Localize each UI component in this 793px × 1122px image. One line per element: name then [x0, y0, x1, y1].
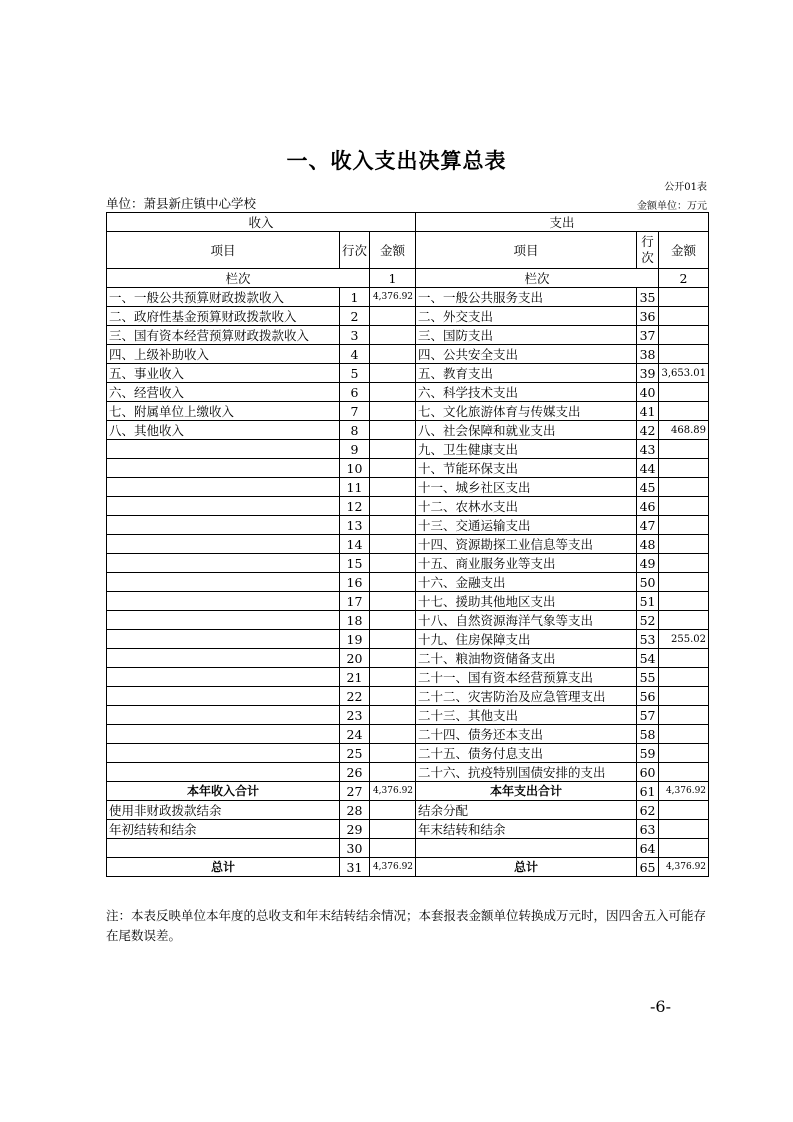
- expense-item-cell: 二十五、债务付息支出: [416, 744, 637, 763]
- expense-rowno-cell: 46: [637, 497, 659, 516]
- income-amount-cell: [370, 478, 416, 497]
- expense-item-cell: 二十二、灾害防治及应急管理支出: [416, 687, 637, 706]
- expense-item-cell: 九、卫生健康支出: [416, 440, 637, 459]
- expense-amount-cell: [659, 402, 709, 421]
- income-amount-cell: [370, 763, 416, 782]
- expense-rowno-cell: 64: [637, 839, 659, 858]
- income-item-cell: [107, 516, 340, 535]
- expense-amount-cell: [659, 744, 709, 763]
- expense-amount-cell: 4,376.92: [659, 858, 709, 877]
- income-rowno-cell: 5: [340, 364, 370, 383]
- income-item-cell: [107, 478, 340, 497]
- expense-rowno-cell: 61: [637, 782, 659, 801]
- income-amount-cell: [370, 630, 416, 649]
- table-row: [107, 820, 709, 839]
- expense-amount-cell: [659, 592, 709, 611]
- table-row: [107, 763, 709, 782]
- expense-item-cell: 四、公共安全支出: [416, 345, 637, 364]
- income-rowno-cell: 27: [340, 782, 370, 801]
- expense-item-cell: 三、国防支出: [416, 326, 637, 345]
- income-amount-cell: [370, 839, 416, 858]
- expense-rowno-cell: 51: [637, 592, 659, 611]
- income-amount-cell: [370, 440, 416, 459]
- expense-item-cell: 二十四、债务还本支出: [416, 725, 637, 744]
- expense-amount-cell: [659, 725, 709, 744]
- expense-amount-cell: [659, 459, 709, 478]
- income-item-cell: 五、事业收入: [107, 364, 340, 383]
- income-item-cell: 六、经营收入: [107, 383, 340, 402]
- income-amount-cell: [370, 497, 416, 516]
- expense-amount-header: 金额: [659, 232, 709, 269]
- income-rowno-cell: 13: [340, 516, 370, 535]
- income-rowno-cell: 7: [340, 402, 370, 421]
- income-rowno-cell: 26: [340, 763, 370, 782]
- expense-item-cell: 年末结转和结余: [416, 820, 637, 839]
- income-rowno-cell: 29: [340, 820, 370, 839]
- table-row: [107, 725, 709, 744]
- table-row: [107, 326, 709, 345]
- income-rowno-cell: 18: [340, 611, 370, 630]
- income-item-cell: [107, 573, 340, 592]
- income-item-cell: [107, 630, 340, 649]
- expense-item-cell: 二十、粮油物资储备支出: [416, 649, 637, 668]
- expense-item-cell: 十、节能环保支出: [416, 459, 637, 478]
- expense-item-cell: 十五、商业服务业等支出: [416, 554, 637, 573]
- income-item-cell: [107, 592, 340, 611]
- income-amount-cell: [370, 706, 416, 725]
- expense-amount-cell: 468.89: [659, 421, 709, 440]
- expense-rowno-cell: 43: [637, 440, 659, 459]
- income-amount-cell: [370, 364, 416, 383]
- income-rowno-cell: 8: [340, 421, 370, 440]
- expense-rowno-cell: 50: [637, 573, 659, 592]
- expense-amount-cell: [659, 345, 709, 364]
- table-row: [107, 440, 709, 459]
- income-rowno-cell: 24: [340, 725, 370, 744]
- table-row: [107, 383, 709, 402]
- expense-rowno-cell: 57: [637, 706, 659, 725]
- table-row: [107, 402, 709, 421]
- expense-item-cell: 一、一般公共服务支出: [416, 288, 637, 307]
- expense-rowno-cell: 47: [637, 516, 659, 535]
- income-rowno-cell: 6: [340, 383, 370, 402]
- expense-item-cell: 二十一、国有资本经营预算支出: [416, 668, 637, 687]
- income-item-cell: 二、政府性基金预算财政拨款收入: [107, 307, 340, 326]
- income-amount-cell: [370, 326, 416, 345]
- expense-item-cell: 六、科学技术支出: [416, 383, 637, 402]
- expense-item-cell: 十七、援助其他地区支出: [416, 592, 637, 611]
- expense-item-cell: 五、教育支出: [416, 364, 637, 383]
- expense-rowno-cell: 39: [637, 364, 659, 383]
- expense-column-number: 2: [659, 269, 709, 288]
- table-row: [107, 421, 709, 440]
- income-amount-cell: [370, 668, 416, 687]
- income-amount-cell: [370, 421, 416, 440]
- income-amount-cell: [370, 345, 416, 364]
- expense-item-cell: 七、文化旅游体育与传媒支出: [416, 402, 637, 421]
- income-rowno-cell: 20: [340, 649, 370, 668]
- income-item-cell: 使用非财政拨款结余: [107, 801, 340, 820]
- income-amount-cell: [370, 820, 416, 839]
- income-item-cell: 总计: [107, 858, 340, 877]
- expense-item-cell: 结余分配: [416, 801, 637, 820]
- income-rowno-cell: 28: [340, 801, 370, 820]
- income-rowno-cell: 25: [340, 744, 370, 763]
- income-amount-cell: [370, 744, 416, 763]
- income-amount-cell: [370, 535, 416, 554]
- expense-amount-cell: [659, 573, 709, 592]
- expense-item-cell: 二、外交支出: [416, 307, 637, 326]
- income-item-cell: [107, 744, 340, 763]
- income-item-cell: [107, 497, 340, 516]
- table-row: [107, 573, 709, 592]
- expense-amount-cell: [659, 763, 709, 782]
- income-column-label: 栏次: [107, 269, 370, 288]
- table-row: [107, 649, 709, 668]
- expense-item-header: 项目: [416, 232, 637, 269]
- income-rowno-cell: 11: [340, 478, 370, 497]
- expense-item-cell: 八、社会保障和就业支出: [416, 421, 637, 440]
- income-rowno-cell: 19: [340, 630, 370, 649]
- expense-amount-cell: [659, 516, 709, 535]
- expense-rowno-cell: 56: [637, 687, 659, 706]
- expense-item-cell: 二十六、抗疫特别国债安排的支出: [416, 763, 637, 782]
- income-item-cell: [107, 440, 340, 459]
- income-amount-cell: [370, 611, 416, 630]
- expense-rowno-cell: 62: [637, 801, 659, 820]
- expense-amount-cell: [659, 307, 709, 326]
- table-row: [107, 668, 709, 687]
- income-item-cell: [107, 706, 340, 725]
- income-section-header: 收入: [107, 213, 416, 232]
- income-item-header: 项目: [107, 232, 340, 269]
- income-rowno-cell: 4: [340, 345, 370, 364]
- income-amount-cell: [370, 801, 416, 820]
- table-row: [107, 345, 709, 364]
- expense-item-cell: 十八、自然资源海洋气象等支出: [416, 611, 637, 630]
- expense-rowno-cell: 55: [637, 668, 659, 687]
- table-row: [107, 687, 709, 706]
- expense-amount-cell: [659, 839, 709, 858]
- expense-item-cell: 十三、交通运输支出: [416, 516, 637, 535]
- income-rowno-cell: 15: [340, 554, 370, 573]
- income-item-cell: 八、其他收入: [107, 421, 340, 440]
- income-item-cell: [107, 763, 340, 782]
- expense-rowno-cell: 59: [637, 744, 659, 763]
- expense-amount-cell: [659, 497, 709, 516]
- expense-item-cell: 十一、城乡社区支出: [416, 478, 637, 497]
- income-amount-cell: [370, 554, 416, 573]
- income-rowno-cell: 2: [340, 307, 370, 326]
- expense-item-cell: 十九、住房保障支出: [416, 630, 637, 649]
- income-item-cell: [107, 687, 340, 706]
- expense-rowno-cell: 60: [637, 763, 659, 782]
- expense-rowno-cell: 36: [637, 307, 659, 326]
- rowno-char-1: 行: [641, 234, 654, 249]
- expense-item-cell: 本年支出合计: [416, 782, 637, 801]
- expense-amount-cell: [659, 611, 709, 630]
- expense-rowno-cell: 35: [637, 288, 659, 307]
- income-amount-cell: [370, 307, 416, 326]
- expense-amount-cell: 255.02: [659, 630, 709, 649]
- table-row: [107, 516, 709, 535]
- expense-rowno-cell: 52: [637, 611, 659, 630]
- expense-rowno-header: [637, 232, 659, 269]
- expense-amount-cell: [659, 801, 709, 820]
- table-row: [107, 611, 709, 630]
- income-item-cell: [107, 839, 340, 858]
- expense-rowno-cell: 53: [637, 630, 659, 649]
- income-amount-cell: [370, 687, 416, 706]
- expense-rowno-cell: 40: [637, 383, 659, 402]
- income-item-cell: [107, 668, 340, 687]
- income-rowno-cell: 12: [340, 497, 370, 516]
- expense-amount-cell: [659, 554, 709, 573]
- expense-amount-cell: [659, 706, 709, 725]
- income-rowno-cell: 17: [340, 592, 370, 611]
- table-row: [107, 858, 709, 877]
- income-item-cell: [107, 554, 340, 573]
- income-rowno-cell: 30: [340, 839, 370, 858]
- income-amount-cell: [370, 725, 416, 744]
- income-amount-cell: 4,376.92: [370, 288, 416, 307]
- income-item-cell: [107, 649, 340, 668]
- expense-amount-cell: 4,376.92: [659, 782, 709, 801]
- income-item-cell: 年初结转和结余: [107, 820, 340, 839]
- expense-amount-cell: [659, 440, 709, 459]
- income-amount-cell: [370, 649, 416, 668]
- income-amount-cell: 4,376.92: [370, 858, 416, 877]
- income-item-cell: 四、上级补助收入: [107, 345, 340, 364]
- expense-rowno-cell: 45: [637, 478, 659, 497]
- table-row: [107, 554, 709, 573]
- expense-item-cell: 总计: [416, 858, 637, 877]
- expense-column-label: 栏次: [416, 269, 659, 288]
- income-amount-cell: [370, 383, 416, 402]
- expense-item-cell: 十六、金融支出: [416, 573, 637, 592]
- income-item-cell: [107, 611, 340, 630]
- income-rowno-cell: 22: [340, 687, 370, 706]
- table-row: [107, 288, 709, 307]
- expense-amount-cell: [659, 820, 709, 839]
- table-row: [107, 459, 709, 478]
- income-rowno-cell: 16: [340, 573, 370, 592]
- expense-amount-cell: [659, 288, 709, 307]
- expense-amount-cell: 3,653.01: [659, 364, 709, 383]
- income-item-cell: [107, 535, 340, 554]
- expense-amount-cell: [659, 687, 709, 706]
- income-rowno-cell: 31: [340, 858, 370, 877]
- income-amount-header: 金额: [370, 232, 416, 269]
- income-rowno-cell: 3: [340, 326, 370, 345]
- expense-rowno-cell: 54: [637, 649, 659, 668]
- table-row: [107, 497, 709, 516]
- expense-amount-cell: [659, 668, 709, 687]
- table-row: [107, 706, 709, 725]
- money-unit-label: 金额单位：万元: [637, 201, 707, 212]
- table-row: [107, 744, 709, 763]
- income-rowno-cell: 21: [340, 668, 370, 687]
- expense-rowno-cell: 58: [637, 725, 659, 744]
- income-item-cell: 七、附属单位上缴收入: [107, 402, 340, 421]
- expense-rowno-cell: 42: [637, 421, 659, 440]
- table-row: [107, 535, 709, 554]
- income-rowno-cell: 23: [340, 706, 370, 725]
- form-code: 公开01表: [664, 182, 707, 193]
- table-row: [107, 478, 709, 497]
- expense-rowno-cell: 65: [637, 858, 659, 877]
- expense-amount-cell: [659, 326, 709, 345]
- income-amount-cell: [370, 592, 416, 611]
- table-row: [107, 839, 709, 858]
- expense-rowno-cell: 37: [637, 326, 659, 345]
- table-row: [107, 630, 709, 649]
- income-rowno-cell: 10: [340, 459, 370, 478]
- income-rowno-cell: 9: [340, 440, 370, 459]
- income-item-cell: [107, 459, 340, 478]
- income-item-cell: 本年收入合计: [107, 782, 340, 801]
- income-amount-cell: [370, 516, 416, 535]
- expense-rowno-cell: 38: [637, 345, 659, 364]
- footnote: 注：本表反映单位本年度的总收支和年末结转结余情况；本套报表金额单位转换成万元时，因四舍五入可能存在尾数误差。: [106, 908, 707, 943]
- income-rowno-header: 行次: [340, 232, 370, 269]
- expense-item-cell: 二十三、其他支出: [416, 706, 637, 725]
- income-amount-cell: [370, 573, 416, 592]
- unit-label: 单位：萧县新庄镇中心学校: [106, 196, 257, 211]
- table-row: [107, 592, 709, 611]
- expense-rowno-cell: 63: [637, 820, 659, 839]
- expense-section-header: 支出: [416, 213, 709, 232]
- table-row: [107, 782, 709, 801]
- income-amount-cell: [370, 459, 416, 478]
- expense-rowno-cell: 49: [637, 554, 659, 573]
- table-row: [107, 801, 709, 820]
- rowno-char-2: 次: [641, 250, 654, 265]
- expense-amount-cell: [659, 383, 709, 402]
- income-amount-cell: [370, 402, 416, 421]
- page-title: 一、收入支出决算总表: [286, 149, 507, 173]
- income-item-cell: 三、国有资本经营预算财政拨款收入: [107, 326, 340, 345]
- income-expense-table: [106, 212, 709, 877]
- expense-rowno-cell: 48: [637, 535, 659, 554]
- income-item-cell: 一、一般公共预算财政拨款收入: [107, 288, 340, 307]
- income-rowno-cell: 14: [340, 535, 370, 554]
- expense-item-cell: 十二、农林水支出: [416, 497, 637, 516]
- expense-amount-cell: [659, 478, 709, 497]
- expense-item-cell: [416, 839, 637, 858]
- income-item-cell: [107, 725, 340, 744]
- table-row: [107, 307, 709, 326]
- income-amount-cell: 4,376.92: [370, 782, 416, 801]
- page-number: -6-: [650, 997, 671, 1016]
- expense-amount-cell: [659, 535, 709, 554]
- income-column-number: 1: [370, 269, 416, 288]
- table-row: [107, 364, 709, 383]
- expense-item-cell: 十四、资源勘探工业信息等支出: [416, 535, 637, 554]
- expense-rowno-cell: 41: [637, 402, 659, 421]
- expense-rowno-cell: 44: [637, 459, 659, 478]
- expense-amount-cell: [659, 649, 709, 668]
- income-rowno-cell: 1: [340, 288, 370, 307]
